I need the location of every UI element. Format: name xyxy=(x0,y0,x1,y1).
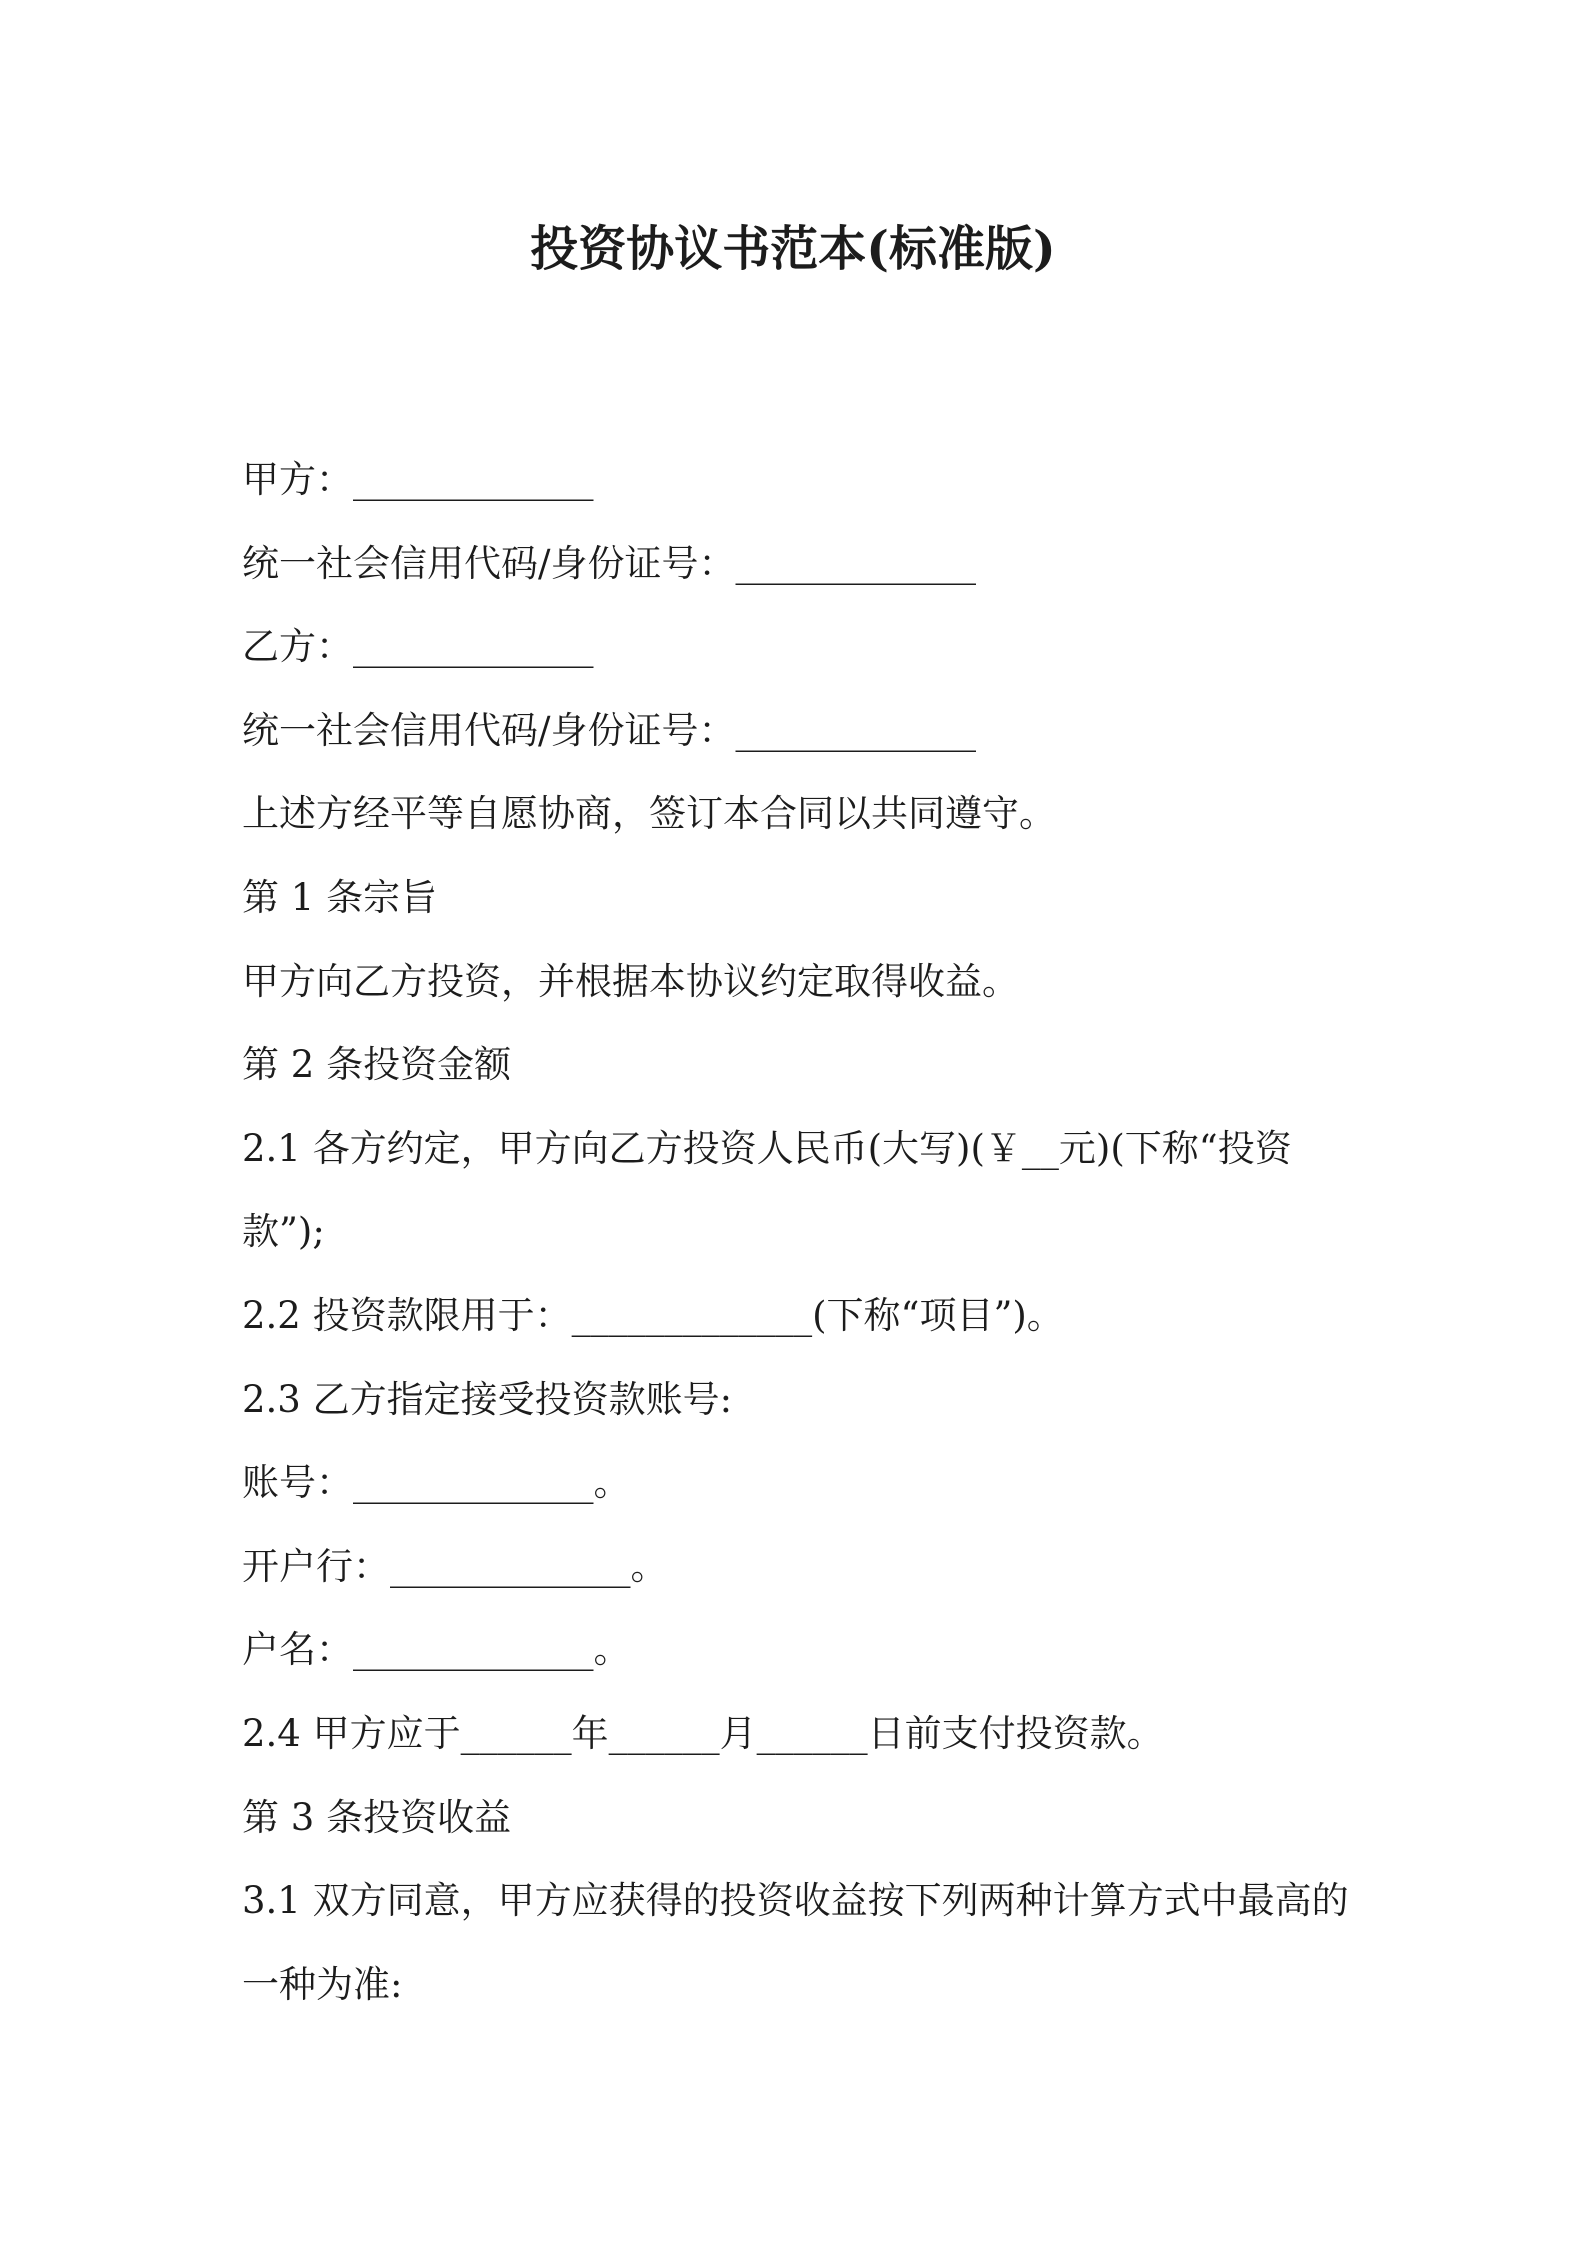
document-body xyxy=(242,438,1422,2026)
clause-2-1-line-1: 2.1 各方约定，甲方向乙方投资人民币(大写)(￥__元)(下称“投资 xyxy=(242,1126,1292,1170)
document-title: 投资协议书范本(标准版) xyxy=(530,221,1056,277)
party-a-line: 甲方：_____________ xyxy=(242,458,594,501)
account-number-line: 账号：_____________。 xyxy=(242,1461,631,1505)
clause-2-4: 2.4 甲方应于______年______月______日前支付投资款。 xyxy=(242,1711,1164,1755)
clause-3-1-line-1: 3.1 双方同意，甲方应获得的投资收益按下列两种计算方式中最高的 xyxy=(242,1879,1349,1923)
party-a-credit-code-line: 统一社会信用代码/身份证号：_____________ xyxy=(242,541,976,585)
account-name-line: 户名：_____________。 xyxy=(242,1628,631,1672)
bank-line: 开户行：_____________。 xyxy=(242,1544,668,1588)
clause-3-1-line-2: 一种为准: xyxy=(242,1962,403,2006)
clause-2-3: 2.3 乙方指定接受投资款账号: xyxy=(242,1377,733,1421)
party-b-credit-code-line: 统一社会信用代码/身份证号：_____________ xyxy=(242,708,976,752)
party-b-line: 乙方：_____________ xyxy=(242,625,594,669)
clause-2-1-line-2: 款”); xyxy=(242,1210,325,1254)
article-3-heading: 第 3 条投资收益 xyxy=(242,1795,512,1839)
article-1-heading: 第 1 条宗旨 xyxy=(242,875,438,919)
preamble-paragraph: 上述方经平等自愿协商，签订本合同以共同遵守。 xyxy=(242,792,1056,836)
clause-2-2: 2.2 投资款限用于：_____________(下称“项目”)。 xyxy=(242,1293,1064,1337)
article-2-heading: 第 2 条投资金额 xyxy=(242,1043,512,1087)
article-1-paragraph: 甲方向乙方投资，并根据本协议约定取得收益。 xyxy=(242,959,1019,1003)
